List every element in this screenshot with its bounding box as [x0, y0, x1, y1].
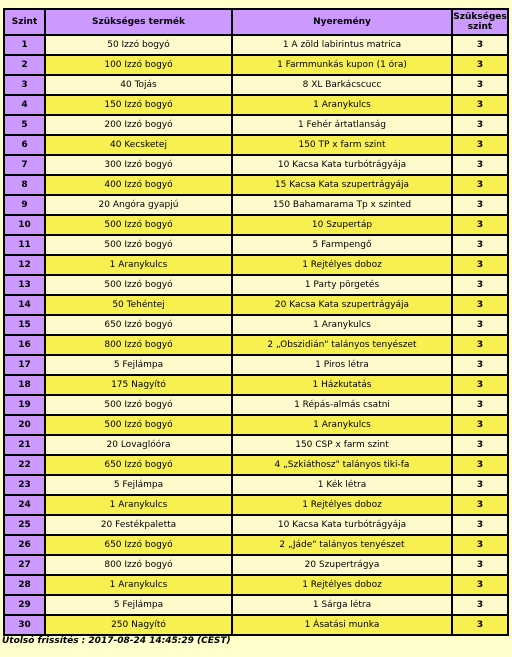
product-cell: 175 Nagyító [46, 376, 231, 394]
product-cell: 300 Izzó bogyó [46, 156, 231, 174]
table-row [5, 356, 507, 374]
table-row [5, 416, 507, 434]
prize-cell: 2 „Obszidián" talányos tenyészet [233, 336, 451, 354]
prize-cell: 1 Party pörgetés [233, 276, 451, 294]
table-row [5, 556, 507, 574]
required-level-cell: 3 [453, 456, 507, 474]
required-level-cell: 3 [453, 256, 507, 274]
prize-cell: 10 Kacsa Kata turbótrágyája [233, 156, 451, 174]
table-row [5, 516, 507, 534]
header-prize: Nyeremény [233, 10, 451, 34]
required-level-cell: 3 [453, 616, 507, 634]
product-cell: 100 Izzó bogyó [46, 56, 231, 74]
required-level-cell: 3 [453, 156, 507, 174]
level-cell: 9 [5, 196, 44, 214]
prize-cell: 1 Rejtélyes doboz [233, 256, 451, 274]
prize-cell: 1 Piros létra [233, 356, 451, 374]
required-level-cell: 3 [453, 436, 507, 454]
last-updated-text: Utolsó frissítés : 2017-08-24 14:45:29 (CEST) [2, 636, 231, 646]
product-cell: 1 Aranykulcs [46, 576, 231, 594]
prize-cell: 20 Kacsa Kata szupertrágyája [233, 296, 451, 314]
level-cell: 17 [5, 356, 44, 374]
level-cell: 11 [5, 236, 44, 254]
product-cell: 650 Izzó bogyó [46, 536, 231, 554]
product-cell: 50 Tehéntej [46, 296, 231, 314]
prize-cell: 4 „Szkiáthosz" talányos tiki-fa [233, 456, 451, 474]
header-required-line1: Szükséges [453, 12, 507, 22]
required-level-cell: 3 [453, 276, 507, 294]
level-cell: 26 [5, 536, 44, 554]
table-row [5, 76, 507, 94]
table-row [5, 96, 507, 114]
table-row [5, 196, 507, 214]
prize-cell: 15 Kacsa Kata szupertrágyája [233, 176, 451, 194]
required-level-cell: 3 [453, 316, 507, 334]
prize-cell: 10 Kacsa Kata turbótrágyája [233, 516, 451, 534]
table-row [5, 216, 507, 234]
prize-cell: 1 A zöld labirintus matrica [233, 36, 451, 54]
required-level-cell: 3 [453, 336, 507, 354]
required-level-cell: 3 [453, 476, 507, 494]
product-cell: 5 Fejlámpa [46, 356, 231, 374]
level-cell: 4 [5, 96, 44, 114]
level-cell: 30 [5, 616, 44, 634]
prize-cell: 1 Sárga létra [233, 596, 451, 614]
table-row [5, 616, 507, 634]
product-cell: 500 Izzó bogyó [46, 216, 231, 234]
prize-cell: 10 Szupertáp [233, 216, 451, 234]
level-cell: 15 [5, 316, 44, 334]
prize-cell: 20 Szupertrágya [233, 556, 451, 574]
table-row [5, 496, 507, 514]
header-required-level [453, 10, 507, 34]
level-cell: 19 [5, 396, 44, 414]
level-cell: 20 [5, 416, 44, 434]
product-cell: 5 Fejlámpa [46, 476, 231, 494]
prize-cell: 1 Kék létra [233, 476, 451, 494]
product-cell: 50 Izzó bogyó [46, 36, 231, 54]
level-cell: 29 [5, 596, 44, 614]
required-level-cell: 3 [453, 116, 507, 134]
prize-cell: 1 Házkutatás [233, 376, 451, 394]
product-cell: 1 Aranykulcs [46, 256, 231, 274]
required-level-cell: 3 [453, 596, 507, 614]
product-cell: 150 Izzó bogyó [46, 96, 231, 114]
table-row [5, 476, 507, 494]
rewards-table [3, 8, 509, 636]
level-cell: 3 [5, 76, 44, 94]
table-row [5, 576, 507, 594]
level-cell: 6 [5, 136, 44, 154]
product-cell: 1 Aranykulcs [46, 496, 231, 514]
product-cell: 40 Kecsketej [46, 136, 231, 154]
level-cell: 5 [5, 116, 44, 134]
product-cell: 400 Izzó bogyó [46, 176, 231, 194]
product-cell: 200 Izzó bogyó [46, 116, 231, 134]
product-cell: 500 Izzó bogyó [46, 236, 231, 254]
table-row [5, 136, 507, 154]
table-row [5, 536, 507, 554]
required-level-cell: 3 [453, 356, 507, 374]
level-cell: 23 [5, 476, 44, 494]
required-level-cell: 3 [453, 176, 507, 194]
required-level-cell: 3 [453, 56, 507, 74]
header-level: Szint [5, 10, 44, 34]
level-cell: 21 [5, 436, 44, 454]
table-row [5, 56, 507, 74]
prize-cell: 1 Aranykulcs [233, 96, 451, 114]
prize-cell: 1 Rejtélyes doboz [233, 576, 451, 594]
table-header-row [5, 10, 507, 34]
level-cell: 14 [5, 296, 44, 314]
table-row [5, 396, 507, 414]
product-cell: 800 Izzó bogyó [46, 336, 231, 354]
table-row [5, 116, 507, 134]
table-row [5, 156, 507, 174]
table-row [5, 596, 507, 614]
prize-cell: 2 „Jáde" talányos tenyészet [233, 536, 451, 554]
prize-cell: 150 CSP x farm szint [233, 436, 451, 454]
level-cell: 16 [5, 336, 44, 354]
table-row [5, 36, 507, 54]
level-cell: 1 [5, 36, 44, 54]
required-level-cell: 3 [453, 216, 507, 234]
prize-cell: 1 Aranykulcs [233, 416, 451, 434]
prize-cell: 1 Farmmunkás kupon (1 óra) [233, 56, 451, 74]
product-cell: 5 Fejlámpa [46, 596, 231, 614]
table-row [5, 336, 507, 354]
table-row [5, 176, 507, 194]
required-level-cell: 3 [453, 516, 507, 534]
product-cell: 500 Izzó bogyó [46, 396, 231, 414]
product-cell: 20 Angóra gyapjú [46, 196, 231, 214]
prize-cell: 5 Farmpengő [233, 236, 451, 254]
table-row [5, 376, 507, 394]
product-cell: 500 Izzó bogyó [46, 416, 231, 434]
required-level-cell: 3 [453, 36, 507, 54]
required-level-cell: 3 [453, 96, 507, 114]
required-level-cell: 3 [453, 556, 507, 574]
prize-cell: 1 Fehér ártatlanság [233, 116, 451, 134]
table-body [5, 36, 507, 634]
table-row [5, 256, 507, 274]
level-cell: 24 [5, 496, 44, 514]
required-level-cell: 3 [453, 296, 507, 314]
prize-cell: 150 Bahamarama Tp x szinted [233, 196, 451, 214]
required-level-cell: 3 [453, 396, 507, 414]
level-cell: 13 [5, 276, 44, 294]
table-row [5, 236, 507, 254]
required-level-cell: 3 [453, 576, 507, 594]
table-row [5, 456, 507, 474]
product-cell: 650 Izzó bogyó [46, 456, 231, 474]
product-cell: 20 Lovaglóóra [46, 436, 231, 454]
level-cell: 8 [5, 176, 44, 194]
product-cell: 500 Izzó bogyó [46, 276, 231, 294]
level-cell: 12 [5, 256, 44, 274]
required-level-cell: 3 [453, 496, 507, 514]
prize-cell: 1 Ásatási munka [233, 616, 451, 634]
prize-cell: 150 TP x farm szint [233, 136, 451, 154]
required-level-cell: 3 [453, 536, 507, 554]
prize-cell: 1 Rejtélyes doboz [233, 496, 451, 514]
required-level-cell: 3 [453, 196, 507, 214]
product-cell: 650 Izzó bogyó [46, 316, 231, 334]
prize-cell: 8 XL Barkácscucc [233, 76, 451, 94]
level-cell: 18 [5, 376, 44, 394]
level-cell: 28 [5, 576, 44, 594]
required-level-cell: 3 [453, 76, 507, 94]
table-row [5, 316, 507, 334]
table-row [5, 436, 507, 454]
level-cell: 7 [5, 156, 44, 174]
level-cell: 22 [5, 456, 44, 474]
product-cell: 250 Nagyító [46, 616, 231, 634]
product-cell: 40 Tojás [46, 76, 231, 94]
header-required-line2: szint [467, 22, 493, 32]
required-level-cell: 3 [453, 376, 507, 394]
level-cell: 27 [5, 556, 44, 574]
header-product: Szükséges termék [46, 10, 231, 34]
level-cell: 2 [5, 56, 44, 74]
required-level-cell: 3 [453, 416, 507, 434]
table-row [5, 276, 507, 294]
product-cell: 800 Izzó bogyó [46, 556, 231, 574]
table-row [5, 296, 507, 314]
required-level-cell: 3 [453, 136, 507, 154]
level-cell: 10 [5, 216, 44, 234]
product-cell: 20 Festékpaletta [46, 516, 231, 534]
prize-cell: 1 Répás-almás csatni [233, 396, 451, 414]
prize-cell: 1 Aranykulcs [233, 316, 451, 334]
level-cell: 25 [5, 516, 44, 534]
required-level-cell: 3 [453, 236, 507, 254]
